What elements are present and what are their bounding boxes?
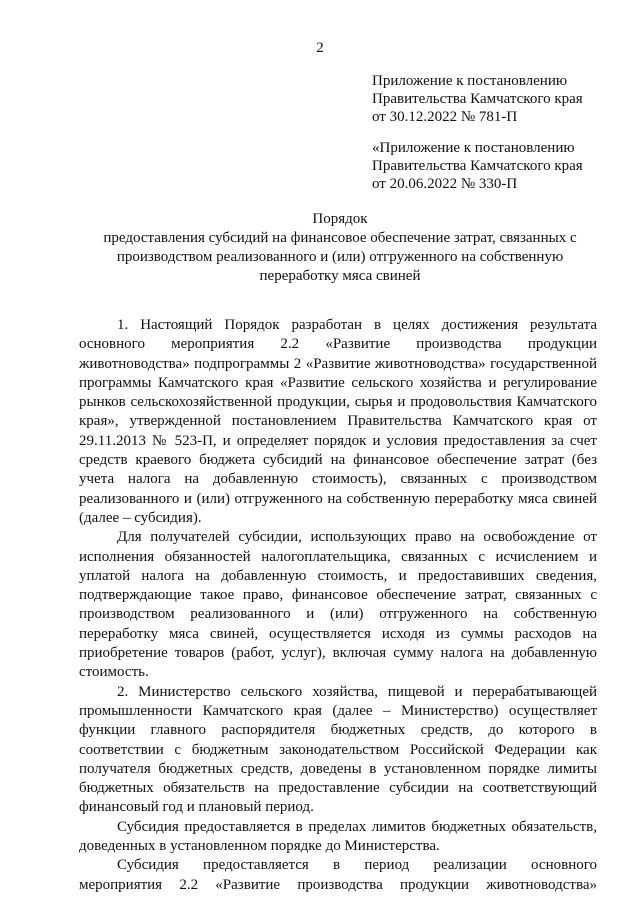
text-line: 1. Настоящий Порядок разработан в целях достижения результата [117,317,597,333]
text-line: программы Камчатского края «Развитие сельского хозяйства и регулирование [79,374,597,391]
appendix-line: Приложение к постановлению [372,73,568,89]
text-line: Для получателей субсидии, использующих право на освобождение от [117,529,597,546]
text-line: подтверждающие такое право, финансовое обеспечение затрат, связанных с [79,587,597,604]
text-line: основного мероприятия 2.2 «Развитие производства продукции [79,336,597,353]
paragraph-1 [79,316,597,528]
appendix-header-previous [372,139,622,193]
text-line: края», утвержденной постановлением Правительства Камчатского края от [79,413,597,430]
title-line: производством реализованного и (или) отгруженного на собственную [116,249,564,265]
text-line: получателя бюджетных средств, доведены в установленном порядке лимиты [79,760,597,777]
title-line: переработку мяса свиней [259,268,421,284]
paragraph-2 [79,528,597,682]
paragraph-3 [79,683,597,818]
text-line: уплатой налога на добавленную стоимость, и предоставивших сведения, [79,567,597,584]
text-line: стоимость. [79,664,149,681]
text-line: исполнения обязанностей налогоплательщика, связанных с исчислением и [79,548,597,565]
text-line: (далее – субсидия). [79,509,202,526]
text-line: доведенных в установленном порядке до Министерства. [79,838,440,855]
paragraph-4 [79,818,597,857]
appendix-line: от 30.12.2022 № 781-П [372,109,518,125]
text-line: финансовый год и плановый период. [79,799,314,816]
text-line: учета налога на добавленную стоимость), связанных с производством [79,471,597,488]
document-body [79,316,597,895]
text-line: переработку мяса свиней, осуществляется исходя из суммы расходов на [79,625,597,642]
text-line: реализованного и (или) отгруженного на собственную переработку мяса свиней [79,490,597,507]
document-title [70,210,610,286]
text-line: приобретение товаров (работ, услуг), включая сумму налога на добавленную [79,645,597,662]
paragraph-5 [79,856,597,895]
text-line: животноводства» подпрограммы 2 «Развитие животноводства» государственной [79,355,597,372]
text-line: функции главного распорядителя бюджетных средств, до которого в [79,722,597,739]
text-line: Субсидия предоставляется в пределах лимитов бюджетных обязательств, [117,818,597,835]
text-line: 29.11.2013 № 523-П, и определяет порядок и условия предоставления за счет [79,432,597,449]
page-number: 2 [316,40,324,56]
text-line: бюджетных обязательств на предоставление субсидии на соответствующий [79,780,597,797]
appendix-line: Правительства Камчатского края [372,91,583,107]
appendix-line: от 20.06.2022 № 330-П [372,176,518,192]
text-line: Субсидия предоставляется в период реализации основного [117,857,597,874]
appendix-line: «Приложение к постановлению [372,140,575,156]
text-line: 2. Министерство сельского хозяйства, пищевой и перерабатывающей [117,683,597,700]
text-line: производством реализованного и (или) отгруженного на собственную [79,606,597,623]
text-line: соответствии с бюджетным законодательством Российской Федерации как [79,741,597,758]
title-line: Порядок [312,211,368,227]
appendix-line: Правительства Камчатского края [372,158,583,174]
text-line: промышленности Камчатского края (далее – Министерство) осуществляет [79,702,597,719]
title-line: предоставления субсидий на финансовое обеспечение затрат, связанных с [103,230,577,246]
text-line: мероприятия 2.2 «Развитие производства продукции животноводства» [79,876,597,893]
appendix-header-current [372,72,622,126]
text-line: рынков сельскохозяйственной продукции, сырья и продовольствия Камчатского [79,394,597,411]
text-line: средств краевого бюджета субсидий на финансовое обеспечение затрат (без [79,452,597,469]
